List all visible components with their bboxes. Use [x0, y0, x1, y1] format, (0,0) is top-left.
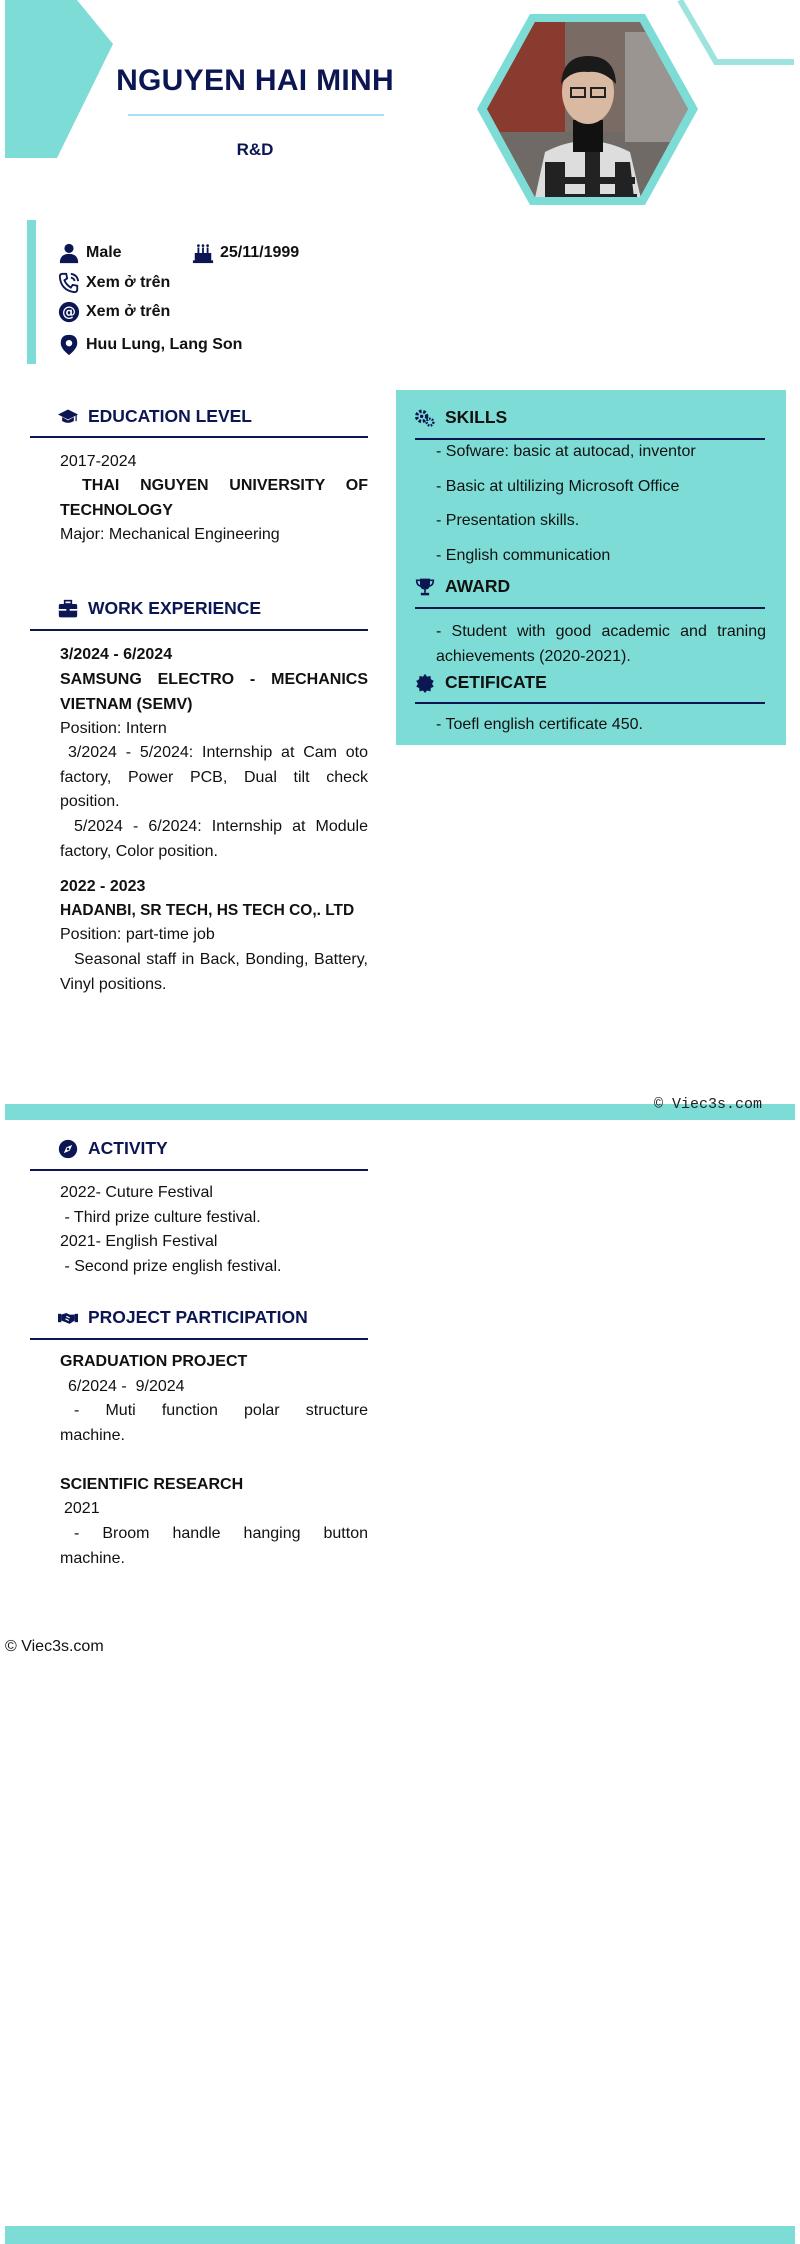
award-rule	[415, 607, 765, 609]
activity-heading: ACTIVITY	[58, 1138, 168, 1159]
gender-value: Male	[86, 244, 122, 261]
project-participation-heading: PROJECT PARTICIPATION	[58, 1307, 308, 1328]
address-value: Huu Lung, Lang Son	[86, 336, 243, 353]
gears-icon	[415, 408, 435, 428]
birthday-value: 25/11/1999	[220, 244, 300, 261]
project-period: 2021	[64, 1500, 100, 1517]
job-detail: 5/2024 - 6/2024: Internship at Module factory, Color position.	[60, 818, 368, 860]
corner-decoration-shape	[5, 0, 113, 158]
award-heading: AWARD	[415, 576, 510, 597]
skills-heading: SKILLS	[415, 407, 507, 428]
portrait-photo	[475, 12, 700, 207]
activity-line: 2021- English Festival	[60, 1233, 218, 1250]
job-period: 2022 - 2023	[60, 878, 146, 895]
project-desc: - Muti function polar structure machine.	[60, 1402, 368, 1444]
phone-value: Xem ở trên	[86, 274, 171, 291]
project-period: 6/2024 - 9/2024	[68, 1378, 185, 1395]
certificate-heading: CETIFICATE	[415, 672, 547, 693]
svg-text:@: @	[62, 304, 76, 321]
project-participation-rule	[30, 1338, 368, 1340]
skill-item: - Presentation skills.	[436, 512, 580, 529]
certificate-rule	[415, 702, 765, 704]
compass-icon	[58, 1139, 78, 1159]
job-period: 3/2024 - 6/2024	[60, 646, 173, 663]
education-heading: EDUCATION LEVEL	[58, 406, 252, 427]
certificate-icon	[415, 673, 435, 693]
skill-item: - Sofware: basic at autocad, inventor	[436, 443, 696, 460]
trophy-icon	[415, 577, 435, 597]
graduation-cap-icon	[58, 407, 78, 427]
corner-line-decoration	[676, 0, 800, 68]
education-period: 2017-2024	[60, 453, 137, 470]
education-major: Major: Mechanical Engineering	[60, 526, 280, 543]
job-detail: Seasonal staff in Back, Bonding, Battery, Vinyl positions.	[60, 951, 368, 993]
activity-rule	[30, 1169, 368, 1171]
contact-accent-bar	[27, 220, 36, 364]
job-company: HADANBI, SR TECH, HS TECH CO,. LTD	[60, 902, 355, 919]
activity-line: - Second prize english festival.	[60, 1258, 282, 1275]
job-position: Position: part-time job	[60, 926, 215, 943]
person-icon	[58, 242, 80, 264]
education-school: THAI NGUYEN UNIVERSITY OF TECHNOLOGY	[60, 477, 368, 519]
project-desc: - Broom handle hanging button machine.	[60, 1525, 368, 1567]
job-company: SAMSUNG ELECTRO - MECHANICS VIETNAM (SEMV)	[60, 671, 368, 713]
name-underline	[128, 114, 384, 116]
birthday-row	[192, 242, 299, 264]
address-row	[58, 334, 242, 356]
footer-watermark: © Viec3s.com	[5, 1638, 104, 1655]
briefcase-icon	[58, 599, 78, 619]
education-rule	[30, 436, 368, 438]
candidate-name: NGUYEN HAI MINH	[116, 64, 394, 97]
at-icon	[58, 301, 80, 323]
project-title: GRADUATION PROJECT	[60, 1353, 248, 1370]
work-experience-rule	[30, 629, 368, 631]
gender-row	[58, 242, 122, 264]
handshake-icon	[58, 1308, 78, 1328]
job-detail: 3/2024 - 5/2024: Internship at Cam oto factory, Power PCB, Dual tilt check position.	[60, 744, 368, 810]
activity-line: 2022- Cuture Festival	[60, 1184, 213, 1201]
award-text: - Student with good academic and traning achievements (2020-2021).	[436, 623, 766, 665]
location-pin-icon	[58, 334, 80, 356]
project-title: SCIENTIFIC RESEARCH	[60, 1476, 244, 1493]
cake-icon	[192, 242, 214, 264]
phone-icon	[58, 272, 80, 294]
work-experience-heading: WORK EXPERIENCE	[58, 598, 261, 619]
email-value: Xem ở trên	[86, 303, 171, 320]
job-title: R&D	[236, 140, 274, 159]
bottom-bar	[5, 2226, 795, 2244]
certificate-text: - Toefl english certificate 450.	[436, 716, 643, 733]
skill-item: - English communication	[436, 547, 611, 564]
email-row	[58, 301, 170, 323]
watermark-text: © Viec3s.com	[654, 1096, 763, 1113]
job-position: Position: Intern	[60, 720, 167, 737]
skill-item: - Basic at ultilizing Microsoft Office	[436, 478, 680, 495]
phone-row	[58, 272, 170, 294]
activity-line: - Third prize culture festival.	[60, 1209, 261, 1226]
